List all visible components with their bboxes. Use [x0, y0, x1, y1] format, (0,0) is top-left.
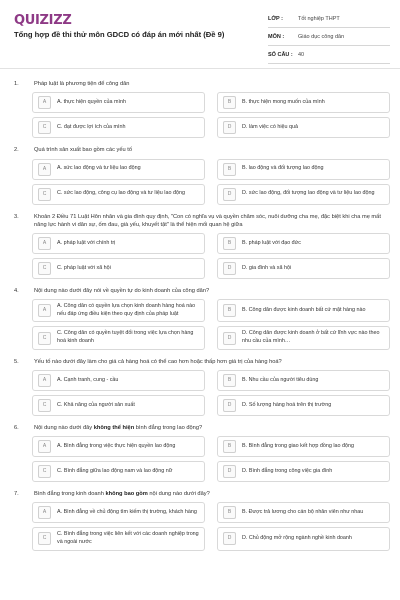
- question-header: [14, 358, 390, 366]
- question-header: [14, 424, 390, 432]
- answer-options: [14, 436, 390, 482]
- answer-option-c[interactable]: [32, 395, 205, 416]
- question-number: 7.: [14, 491, 19, 498]
- option-letter-badge: D: [223, 121, 236, 134]
- option-text: A. Cạnh tranh, cung - cầu: [57, 376, 119, 383]
- question-number: 5.: [14, 358, 19, 365]
- answer-options: [14, 92, 390, 138]
- answer-option-b[interactable]: [217, 92, 390, 113]
- worksheet-title: Tổng hợp đề thi thử môn GDCD có đáp án mới nhất (Đề 9): [14, 30, 225, 39]
- answer-option-c[interactable]: [32, 326, 205, 349]
- answer-option-d[interactable]: [217, 395, 390, 416]
- option-text: D. Công dân được kinh doanh ở bất cứ lĩnh vực nào theo nhu cầu của mình…: [242, 330, 380, 345]
- answer-option-a[interactable]: [32, 233, 205, 254]
- option-text: A. Công dân có quyền lựa chọn kinh doanh hàng hoá nào nếu đáp ứng điều kiện theo quy định của pháp luật: [57, 303, 196, 317]
- option-text: C. sức lao động, công cụ lao động và tư liệu lao động: [57, 190, 185, 197]
- option-letter-badge: B: [223, 374, 236, 387]
- answer-option-d[interactable]: [217, 184, 390, 205]
- option-text: D. làm việc có hiệu quả: [242, 123, 299, 130]
- question-text-emphasis: không thể hiện: [93, 424, 135, 431]
- option-text: B. Nhu cầu của người tiêu dùng: [242, 376, 319, 383]
- option-text: D. sức lao động, đối tượng lao động và tư liệu lao động: [242, 190, 375, 197]
- question-list: [0, 80, 400, 559]
- answer-option-b[interactable]: [217, 233, 390, 254]
- option-letter-badge: D: [223, 188, 236, 201]
- option-letter-badge: A: [38, 304, 51, 317]
- option-letter-badge: C: [38, 532, 51, 545]
- meta-row-question-count: [268, 46, 390, 64]
- meta-value: Giáo dục công dân: [298, 33, 345, 40]
- option-letter-badge: A: [38, 163, 51, 176]
- option-letter-badge: D: [223, 465, 236, 478]
- option-text: D. Số lượng hàng hoá trên thị trường: [242, 401, 332, 408]
- answer-option-c[interactable]: [32, 527, 205, 550]
- question-item: [0, 213, 400, 280]
- answer-option-d[interactable]: [217, 326, 390, 349]
- worksheet-meta: [268, 10, 390, 64]
- option-text: C. Bình đẳng giữa lao động nam và lao động nữ: [57, 467, 173, 474]
- answer-option-c[interactable]: [32, 117, 205, 138]
- question-header: [14, 287, 390, 295]
- answer-option-b[interactable]: [217, 502, 390, 523]
- question-text: [34, 490, 390, 498]
- option-letter-badge: C: [38, 188, 51, 201]
- question-number: 4.: [14, 288, 19, 295]
- option-text: C. Công dân có quyền tuyệt đối trong việc lựa chọn hàng hoá kinh doanh: [57, 330, 194, 345]
- answer-options: [14, 159, 390, 205]
- option-letter-badge: B: [223, 304, 236, 317]
- question-number: 6.: [14, 424, 19, 431]
- question-text-part: Bình đẳng trong kinh doanh: [34, 491, 106, 498]
- question-number: 1.: [14, 81, 19, 87]
- option-text: B. lao động và đối tượng lao động: [242, 165, 324, 172]
- answer-option-d[interactable]: [217, 461, 390, 482]
- question-header: [14, 213, 390, 230]
- meta-label: MÔN :: [268, 33, 285, 40]
- option-text: D. Bình đẳng trong công việc gia đình: [242, 467, 333, 474]
- answer-option-a[interactable]: [32, 159, 205, 180]
- option-letter-badge: B: [223, 96, 236, 109]
- answer-option-d[interactable]: [217, 117, 390, 138]
- answer-option-d[interactable]: [217, 527, 390, 550]
- option-text: D. gia đình và xã hội: [242, 264, 292, 271]
- meta-value: Tốt nghiệp THPT: [298, 15, 340, 22]
- meta-row-subject: [268, 28, 390, 46]
- option-letter-badge: D: [223, 262, 236, 275]
- question-item: [0, 287, 400, 350]
- question-text-part: nội dung nào dưới đây?: [147, 491, 210, 498]
- option-letter-badge: B: [223, 163, 236, 176]
- meta-value: 40: [298, 51, 305, 58]
- option-text: B. pháp luật với đạo đức: [242, 239, 301, 246]
- question-header: [14, 146, 390, 154]
- answer-option-b[interactable]: [217, 159, 390, 180]
- option-letter-badge: B: [223, 237, 236, 250]
- answer-options: [14, 233, 390, 279]
- option-text: C. pháp luật với xã hội: [57, 264, 111, 271]
- option-text: B. Được trả lương cho cán bộ nhân viên như nhau: [242, 509, 364, 516]
- option-text: A. thực hiện quyền của mình: [57, 98, 126, 105]
- option-letter-badge: C: [38, 262, 51, 275]
- question-text: Nội dung nào dưới đây nói về quyền tự do kinh doanh của công dân?: [34, 288, 210, 295]
- answer-option-a[interactable]: [32, 92, 205, 113]
- answer-option-d[interactable]: [217, 258, 390, 279]
- question-text: Yếu tố nào dưới đây làm cho giá cả hàng hoá có thể cao hơn hoặc thấp hơn giá trị của hàng hoá?: [34, 358, 282, 365]
- question-number: 3.: [14, 213, 19, 220]
- answer-option-a[interactable]: [32, 436, 205, 457]
- option-letter-badge: A: [38, 506, 51, 519]
- question-item: [0, 490, 400, 550]
- option-letter-badge: A: [38, 440, 51, 453]
- meta-label: SỐ CÂU :: [268, 51, 293, 58]
- quizizz-logo: QUIZIZZ: [14, 13, 72, 28]
- option-letter-badge: D: [223, 332, 236, 345]
- option-text: D. Chủ động mở rộng ngành nghề kinh doanh: [242, 535, 352, 542]
- option-text: B. thực hiện mong muốn của mình: [242, 98, 325, 105]
- question-header: [14, 490, 390, 498]
- option-letter-badge: A: [38, 374, 51, 387]
- answer-option-b[interactable]: [217, 370, 390, 391]
- question-item: [0, 80, 400, 138]
- option-letter-badge: D: [223, 532, 236, 545]
- option-text: B. Công dân được kinh doanh bất cứ mặt hàng nào: [242, 307, 366, 314]
- question-item: [0, 146, 400, 204]
- option-text: C. Bình đẳng trong việc liên kết với các doanh nghiệp trong và ngoài nước: [57, 531, 199, 545]
- question-item: [0, 424, 400, 482]
- worksheet-header: [0, 0, 400, 68]
- option-letter-badge: C: [38, 332, 51, 345]
- meta-row-class: [268, 10, 390, 28]
- option-text: A. sức lao động và tư liệu lao động: [57, 165, 141, 172]
- answer-option-c[interactable]: [32, 258, 205, 279]
- question-item: [0, 358, 400, 416]
- question-text-part: Nội dung nào dưới đây: [34, 424, 94, 431]
- option-letter-badge: D: [223, 399, 236, 412]
- option-letter-badge: B: [223, 506, 236, 519]
- option-letter-badge: A: [38, 96, 51, 109]
- answer-option-b[interactable]: [217, 436, 390, 457]
- question-text: [34, 424, 390, 432]
- question-header: [14, 80, 390, 88]
- answer-options: [14, 299, 390, 349]
- option-letter-badge: A: [38, 237, 51, 250]
- option-text: B. Bình đẳng trong giao kết hợp đồng lao động: [242, 442, 355, 449]
- question-text: Quá trình sản xuất bao gồm các yếu tố: [34, 147, 133, 154]
- option-text: C. đạt được lợi ích của mình: [57, 123, 126, 130]
- question-text: Khoản 2 Điều 71 Luật Hôn nhân và gia đình quy định, "Con có nghĩa vụ và quyền chăm sóc, nuôi dưỡng cha mẹ, đặc biệt khi cha mẹ mất năng lực hành vi dân sự, ốm đau, già yếu, khuyết tật" là thể hiện mối quan hệ giữa: [34, 213, 381, 228]
- option-letter-badge: C: [38, 399, 51, 412]
- answer-option-c[interactable]: [32, 184, 205, 205]
- answer-option-c[interactable]: [32, 461, 205, 482]
- answer-options: [14, 502, 390, 550]
- option-letter-badge: C: [38, 121, 51, 134]
- option-text: A. Bình đẳng về chủ động tìm kiếm thị trường, khách hàng: [57, 509, 197, 516]
- answer-option-a[interactable]: [32, 370, 205, 391]
- answer-option-a[interactable]: [32, 502, 205, 523]
- option-text: A. Bình đẳng trong việc thực hiện quyền lao động: [57, 442, 176, 449]
- option-letter-badge: C: [38, 465, 51, 478]
- question-text-emphasis: không bao gồm: [105, 491, 148, 498]
- question-text-part: bình đẳng trong lao động?: [134, 424, 203, 431]
- meta-label: LỚP :: [268, 15, 283, 22]
- question-number: 2.: [14, 147, 19, 154]
- option-text: C. Khả năng của người sản xuất: [57, 401, 135, 408]
- answer-option-b[interactable]: [217, 299, 390, 322]
- question-text: Pháp luật là phương tiện để công dân: [34, 81, 130, 87]
- answer-options: [14, 370, 390, 416]
- option-letter-badge: B: [223, 440, 236, 453]
- option-text: A. pháp luật với chính trị: [57, 239, 116, 246]
- header-divider: [0, 68, 400, 69]
- answer-option-a[interactable]: [32, 299, 205, 322]
